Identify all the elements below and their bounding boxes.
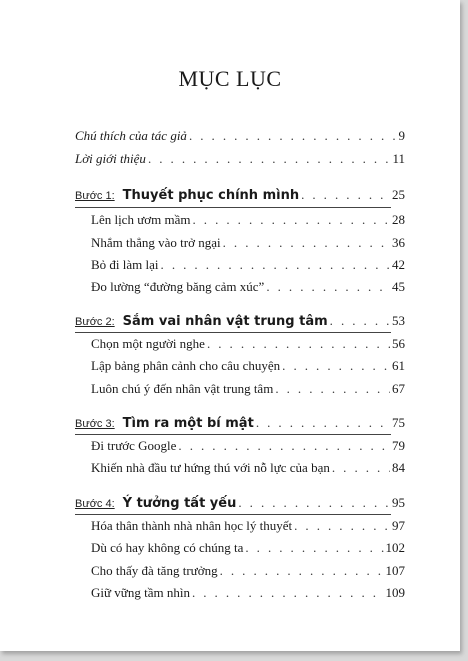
dot-leader	[266, 279, 390, 295]
toc-entry-page: 45	[392, 279, 405, 294]
step-title: Ý tưởng tất yếu	[122, 496, 237, 511]
toc-entry-label: Khiến nhà đầu tư hứng thú với nỗ lực của bạn	[91, 460, 330, 475]
toc-entry	[77, 358, 405, 376]
dot-leader	[245, 540, 383, 556]
toc-entry-label: Đi trước Google	[91, 438, 177, 453]
toc-step-heading	[75, 313, 405, 331]
toc-entry-page: 56	[392, 336, 405, 351]
toc-entry	[77, 438, 405, 456]
dot-leader	[238, 495, 390, 511]
step-title: Tìm ra một bí mật	[122, 416, 254, 431]
toc-entry-page: 28	[392, 212, 405, 227]
step-number: Bước 3:	[75, 418, 115, 430]
dot-leader	[256, 415, 390, 431]
dot-leader	[192, 212, 390, 228]
toc-entry-page: 67	[392, 381, 405, 396]
toc-entry-page: 95	[392, 495, 405, 510]
toc-step-heading	[75, 495, 405, 513]
toc-entry-label: Hóa thân thành nhà nhân học lý thuyết	[91, 518, 293, 533]
page-title: MỤC LỤC	[178, 66, 282, 91]
toc-entry-page: 53	[392, 313, 405, 328]
dot-leader	[220, 563, 384, 579]
toc-entry	[77, 460, 405, 478]
toc-entry-page: 109	[385, 585, 405, 600]
step-number: Bước 4:	[75, 498, 115, 510]
toc-entry	[77, 563, 405, 581]
toc-entry-label: Đo lường “đường băng cảm xúc”	[91, 279, 265, 294]
dot-leader	[330, 313, 390, 329]
toc-entry-page: 84	[392, 460, 405, 475]
step-number: Bước 2:	[75, 316, 115, 328]
dot-leader	[223, 235, 390, 251]
toc-entry	[77, 381, 405, 399]
toc-entry-label: Chú thích của tác giả	[75, 128, 187, 143]
toc-entry-page: 79	[392, 438, 405, 453]
step-divider	[75, 434, 391, 435]
toc-entry-page: 25	[392, 187, 405, 202]
step-divider	[75, 514, 391, 515]
dot-leader	[189, 128, 397, 144]
toc-entry-front	[75, 151, 405, 169]
toc-entry	[77, 518, 405, 536]
toc-entry	[77, 235, 405, 253]
toc-entry-label: Lập bảng phân cảnh cho câu chuyện	[91, 358, 281, 373]
toc-entry-label: Giữ vững tầm nhìn	[91, 585, 190, 600]
toc-entry-label: Cho thấy đà tăng trưởng	[91, 563, 218, 578]
dot-leader	[148, 151, 391, 167]
step-divider	[75, 332, 391, 333]
toc-entry-label: Bỏ đi làm lại	[91, 257, 159, 272]
toc-entry-label: Lời giới thiệu	[75, 151, 146, 166]
toc-entry-label: Chọn một người nghe	[91, 336, 205, 351]
step-number: Bước 1:	[75, 190, 115, 202]
toc-entry-page: 61	[392, 358, 405, 373]
dot-leader	[301, 187, 390, 203]
toc-entry-page: 9	[398, 128, 405, 143]
dot-leader	[332, 460, 390, 476]
dot-leader	[294, 518, 390, 534]
toc-step-heading	[75, 415, 405, 433]
step-divider	[75, 207, 391, 208]
toc-entry-label: Nhắm thẳng vào trở ngại	[91, 235, 221, 250]
toc-entry-label: Dù có hay không có chúng ta	[91, 540, 244, 555]
dot-leader	[178, 438, 390, 454]
step-title: Sắm vai nhân vật trung tâm	[122, 314, 328, 329]
toc-entry	[77, 585, 405, 603]
toc-entry-page: 102	[385, 540, 405, 555]
step-title: Thuyết phục chính mình	[122, 188, 300, 203]
toc-entry-label: Lên lịch ươm mầm	[91, 212, 191, 227]
dot-leader	[192, 585, 384, 601]
toc-entry-page: 107	[385, 563, 405, 578]
toc-entry-page: 36	[392, 235, 405, 250]
toc-entry-label: Luôn chú ý đến nhân vật trung tâm	[91, 381, 274, 396]
dot-leader	[282, 358, 390, 374]
toc-entry-page: 75	[392, 415, 405, 430]
dot-leader	[207, 336, 390, 352]
toc-entry-page: 97	[392, 518, 405, 533]
toc-entry	[77, 279, 405, 297]
toc-entry	[77, 257, 405, 275]
dot-leader	[275, 381, 390, 397]
toc-entry	[77, 540, 405, 558]
dot-leader	[161, 257, 390, 273]
toc-entry	[77, 336, 405, 354]
toc-entry-front	[75, 128, 405, 146]
toc-entry-page: 11	[392, 151, 405, 166]
toc-step-heading	[75, 187, 405, 205]
toc-entry-page: 42	[392, 257, 405, 272]
toc-entry	[77, 212, 405, 230]
